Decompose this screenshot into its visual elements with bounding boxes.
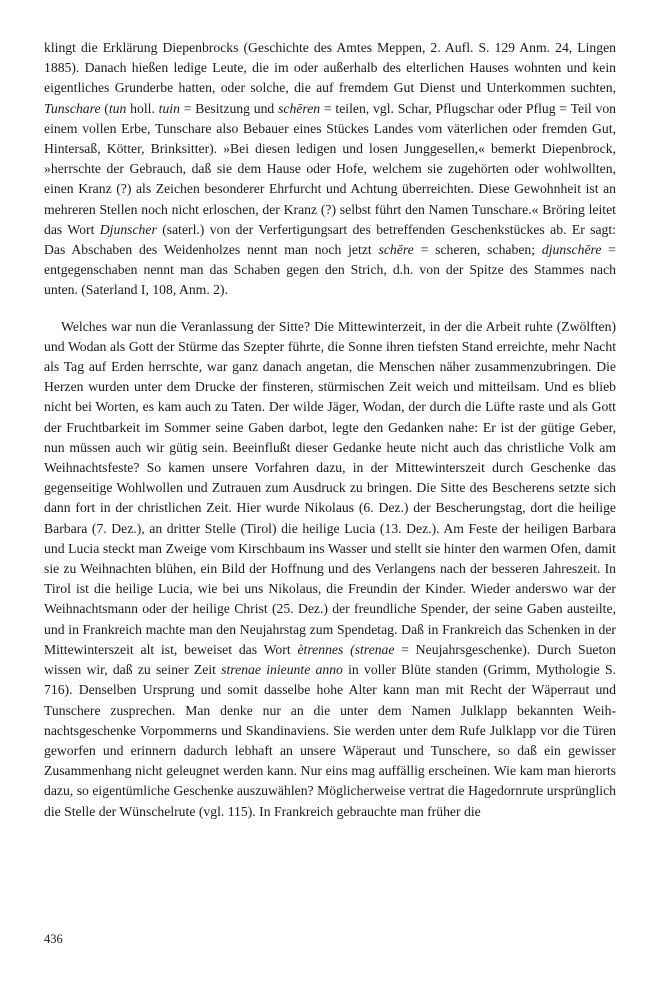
text-run: = Neujahrsgeschenke). Durch Sueton wissen wir, daß zu seiner Zeit	[44, 641, 617, 678]
page-body	[44, 38, 616, 822]
page-number: 436	[44, 932, 63, 946]
text-run: = scheren, schaben;	[413, 242, 542, 258]
italic-term: Tunschare	[44, 100, 101, 116]
text-run: Welches war nun die Veranlassung der Sitte? Die Mittewinterzeit, in der die Arbeit ruhte (Zwölften) und Wodan als Gott der Stürme das Szepter führte, die Sonne ihren tiefsten Stand erreichte, mehr Nacht als Tag auf Erden herrschte, war ganz danach angetan, die Menschen näher zusammenzubringen. Die Herzen wurden unter dem Drucke der finsteren, stürmischen Zeit weich und mitteilsam. Und es blieb nicht bei Worten, es kam auch zu Taten. Der wilde Jäger, Wodan, der durch die Lüfte raste und als Gott der Fruchtbarkeit im Sommer seine Gaben darbot, legte den Gedanken nahe: Er ist der gütige Geber, nun müssen auch wir gütig sein. Beeinflußt dieser Gedanke heute nicht auch das christliche Volk am Weihnachtsfeste? So kamen unsere Vorfahren dazu, in der Mittewinterszeit durch Geschenke das gegenseitige Wohlwollen und Zutrauen zum Ausdruck zu bringen. Die Sitte des Bescherens setzte sich dann fort in der christlichen Zeit. Hier wurde Nikolaus (6. Dez.) der Bescherungstag, dort die heilige Barbara (7. Dez.), an dritter Stelle (Tirol) die heilige Lucia (13. Dez.). Am Feste der heiligen Barbara und Lucia steckt man Zweige vom Kirschbaum ins Wasser und stellt sie hinter den warmen Ofen, damit sie zu Weihnachten blühen, ein Bild der Hoffnung und des Verlangens nach der besseren Jahreszeit. In Tirol ist die heilige Lucia, wie bei uns Nikolaus, die Freundin der Kinder. Wieder anderswo war der Weihnachtsmann oder der heilige Christ (25. Dez.) der freundliche Spender, der seine Gaben austeilte, und in Frankreich machte man den Neujahrstag zum Spendetag. Daß in Frankreich das Schenken in der Mittewinterszeit alt ist, beweiset das Wort	[44, 318, 616, 657]
text-run: klingt die Erklärung Diepenbrocks (Geschichte des Amtes Meppen, 2. Aufl. S. 129 Anm. 24, Lingen 1885). Danach hießen ledige Leute, die im oder außerhalb des elterlichen Hauses wohnten und kein eigentliches Grunderbe hatten, oder solche, die auf fremdem Gut Dienst und Unterkommen suchten,	[44, 40, 616, 96]
italic-term: ètrennes (strenae	[297, 641, 395, 657]
italic-term: tun	[108, 100, 127, 116]
italic-term: schēre	[378, 242, 414, 258]
text-run: = Besitzung und	[179, 100, 279, 116]
text-run: = teilen, vgl. Schar, Pflugschar oder Pflug = Teil von einem vollen Erbe, Tunschare also Bebauer eines Stückes Landes vom väterlichen oder fremden Gut, Hintersaß, Kötter, Brinksitter). »Bei diesen ledigen und losen Junggesellen,« bemerkt Diepenbrock, »herrschte der Gebrauch, daß sie dem Hause oder Hofe, welchem sie zugehörten oder wohlwollten, einen Kranz (?) als Zeichen besonderer Ehrfurcht und Achtung überreichten. Diese Gewohnheit ist an mehreren Stellen noch nicht erloschen, der Kranz (?) selbst führt den Namen Tunschare.« Bröring leitet das Wort	[44, 100, 617, 237]
text-run: (saterl.) von der Verfertigungsart des betreffenden Geschenkstückes ab. Er sagt: Das Abschaben des Weidenholzes nennt man noch jetzt	[44, 221, 616, 258]
paragraph-1	[44, 38, 616, 301]
text-run: in voller Blüte standen (Grimm, Mythologie S. 716). Denselben Ursprung und somit dasselbe hohe Alter kann man mit Recht der Wäperraut und Tunschere zusprechen. Man denke nur an die unter dem Namen Julklapp bekannten Weihnachtsgeschenke Vorpommerns und Skandinaviens. Sie werden unter dem Rufe Julklapp vor die Türen geworfen und erinnern dadurch lebhaft an unsere Wäperaut und Tunschere, so daß ein gewisser Zusammenhang nicht geleugnet werden kann. Nur eins mag auffällig erscheinen. Wie kam man hierorts dazu, so eigentümliche Geschenke auszuwählen? Möglicherweise vertrat die Hagedornrute ursprünglich die Stelle der Wünschelrute (vgl. 115). In Frankreich gebrauchte man früher die	[44, 662, 616, 819]
text-run: = entgegenschaben nennt man das Schaben gegen den Strich, d.h. von der Spitze des Stammes nach unten. (Saterland I, 108, Anm. 2).	[44, 242, 616, 298]
italic-term: strenae inieunte anno	[221, 662, 343, 678]
italic-term: Djunscher	[99, 221, 157, 237]
paragraph-2	[44, 317, 616, 822]
italic-term: tuin	[158, 100, 180, 116]
italic-term: schēren	[278, 100, 321, 116]
text-run: (	[100, 100, 109, 116]
italic-term: djunschēre	[541, 242, 602, 258]
text-run: holl.	[126, 100, 159, 116]
